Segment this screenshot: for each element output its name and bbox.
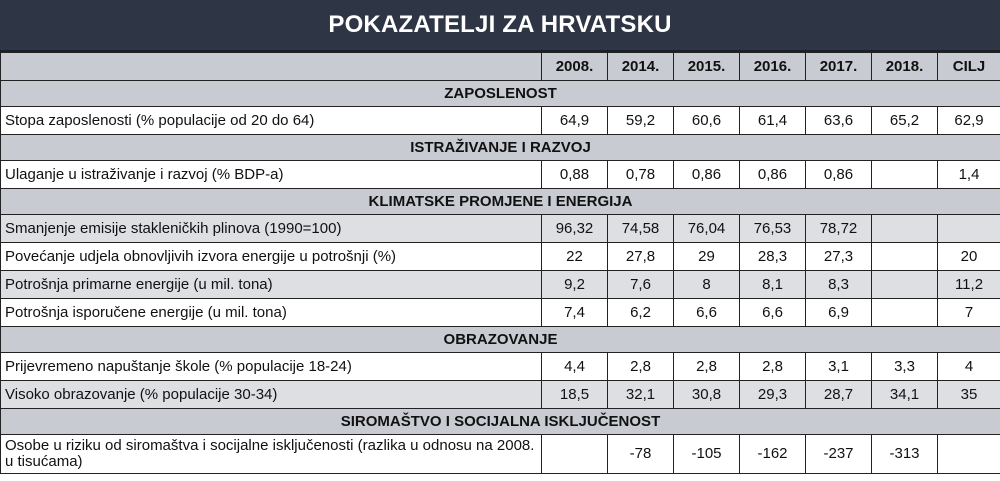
section-header-row <box>1 135 1000 161</box>
value-cell: -78 <box>608 435 674 474</box>
value-cell: 59,2 <box>608 107 674 135</box>
value-cell: 8,1 <box>740 271 806 299</box>
value-cell: 20 <box>938 243 1000 271</box>
value-cell: -237 <box>806 435 872 474</box>
value-cell: 3,3 <box>872 353 938 381</box>
value-cell: 6,2 <box>608 299 674 327</box>
value-cell: 30,8 <box>674 381 740 409</box>
value-cell: 6,6 <box>740 299 806 327</box>
section-title: KLIMATSKE PROMJENE I ENERGIJA <box>1 189 1000 215</box>
table-row <box>1 161 1000 189</box>
value-cell: 63,6 <box>806 107 872 135</box>
header-row <box>1 53 1000 81</box>
column-header: 2014. <box>608 53 674 81</box>
value-cell: 18,5 <box>542 381 608 409</box>
value-cell: 64,9 <box>542 107 608 135</box>
indicator-label: Potrošnja isporučene energije (u mil. tona) <box>1 299 542 327</box>
value-cell: 22 <box>542 243 608 271</box>
column-header: 2018. <box>872 53 938 81</box>
value-cell: 96,32 <box>542 215 608 243</box>
value-cell: 2,8 <box>740 353 806 381</box>
indicator-label: Prijevremeno napuštanje škole (% populacije 18-24) <box>1 353 542 381</box>
value-cell: 1,4 <box>938 161 1000 189</box>
value-cell: 7,6 <box>608 271 674 299</box>
value-cell: 32,1 <box>608 381 674 409</box>
table-row <box>1 215 1000 243</box>
table-body <box>1 81 1000 474</box>
value-cell: 0,78 <box>608 161 674 189</box>
column-header: 2015. <box>674 53 740 81</box>
value-cell: 0,86 <box>740 161 806 189</box>
value-cell <box>938 435 1000 474</box>
value-cell: -162 <box>740 435 806 474</box>
table-row <box>1 107 1000 135</box>
table-row <box>1 299 1000 327</box>
value-cell <box>872 271 938 299</box>
column-header: 2017. <box>806 53 872 81</box>
table-row <box>1 435 1000 474</box>
value-cell <box>938 215 1000 243</box>
value-cell: 27,3 <box>806 243 872 271</box>
value-cell <box>872 243 938 271</box>
value-cell: 7 <box>938 299 1000 327</box>
value-cell: 29,3 <box>740 381 806 409</box>
value-cell: -105 <box>674 435 740 474</box>
value-cell <box>872 161 938 189</box>
section-header-row <box>1 81 1000 107</box>
section-title: OBRAZOVANJE <box>1 327 1000 353</box>
value-cell: 74,58 <box>608 215 674 243</box>
value-cell <box>542 435 608 474</box>
value-cell: 0,86 <box>674 161 740 189</box>
value-cell: 76,53 <box>740 215 806 243</box>
value-cell: 27,8 <box>608 243 674 271</box>
value-cell: 2,8 <box>608 353 674 381</box>
value-cell <box>872 215 938 243</box>
page-title: POKAZATELJI ZA HRVATSKU <box>0 0 1000 52</box>
indicator-label: Osobe u riziku od siromaštva i socijalne isključenosti (razlika u odnosu na 2008. u tisućama) <box>1 435 542 474</box>
indicators-table <box>0 52 1000 474</box>
value-cell: 0,88 <box>542 161 608 189</box>
indicator-label: Ulaganje u istraživanje i razvoj (% BDP-a) <box>1 161 542 189</box>
section-header-row <box>1 189 1000 215</box>
value-cell: 9,2 <box>542 271 608 299</box>
value-cell: 3,1 <box>806 353 872 381</box>
section-title: ISTRAŽIVANJE I RAZVOJ <box>1 135 1000 161</box>
value-cell: 4,4 <box>542 353 608 381</box>
value-cell: 8 <box>674 271 740 299</box>
indicator-label: Stopa zaposlenosti (% populacije od 20 do 64) <box>1 107 542 135</box>
value-cell: 34,1 <box>872 381 938 409</box>
table-row <box>1 353 1000 381</box>
column-header: 2016. <box>740 53 806 81</box>
value-cell: 6,9 <box>806 299 872 327</box>
section-header-row <box>1 327 1000 353</box>
value-cell: 60,6 <box>674 107 740 135</box>
value-cell: 29 <box>674 243 740 271</box>
value-cell: 28,3 <box>740 243 806 271</box>
value-cell <box>872 299 938 327</box>
value-cell: 6,6 <box>674 299 740 327</box>
value-cell: 11,2 <box>938 271 1000 299</box>
value-cell: 8,3 <box>806 271 872 299</box>
indicator-label: Povećanje udjela obnovljivih izvora energije u potrošnji (%) <box>1 243 542 271</box>
indicator-label: Visoko obrazovanje (% populacije 30-34) <box>1 381 542 409</box>
value-cell: 78,72 <box>806 215 872 243</box>
value-cell: 7,4 <box>542 299 608 327</box>
value-cell: 65,2 <box>872 107 938 135</box>
value-cell: 4 <box>938 353 1000 381</box>
value-cell: 62,9 <box>938 107 1000 135</box>
section-title: ZAPOSLENOST <box>1 81 1000 107</box>
value-cell: 2,8 <box>674 353 740 381</box>
header-blank-cell <box>1 53 542 81</box>
indicator-label: Smanjenje emisije stakleničkih plinova (1990=100) <box>1 215 542 243</box>
value-cell: 76,04 <box>674 215 740 243</box>
column-header: 2008. <box>542 53 608 81</box>
value-cell: 35 <box>938 381 1000 409</box>
value-cell: 61,4 <box>740 107 806 135</box>
indicator-label: Potrošnja primarne energije (u mil. tona) <box>1 271 542 299</box>
value-cell: 28,7 <box>806 381 872 409</box>
table-row <box>1 243 1000 271</box>
section-header-row <box>1 409 1000 435</box>
table-row <box>1 271 1000 299</box>
column-header: CILJ <box>938 53 1000 81</box>
value-cell: 0,86 <box>806 161 872 189</box>
table-row <box>1 381 1000 409</box>
value-cell: -313 <box>872 435 938 474</box>
section-title: SIROMAŠTVO I SOCIJALNA ISKLJUČENOST <box>1 409 1000 435</box>
